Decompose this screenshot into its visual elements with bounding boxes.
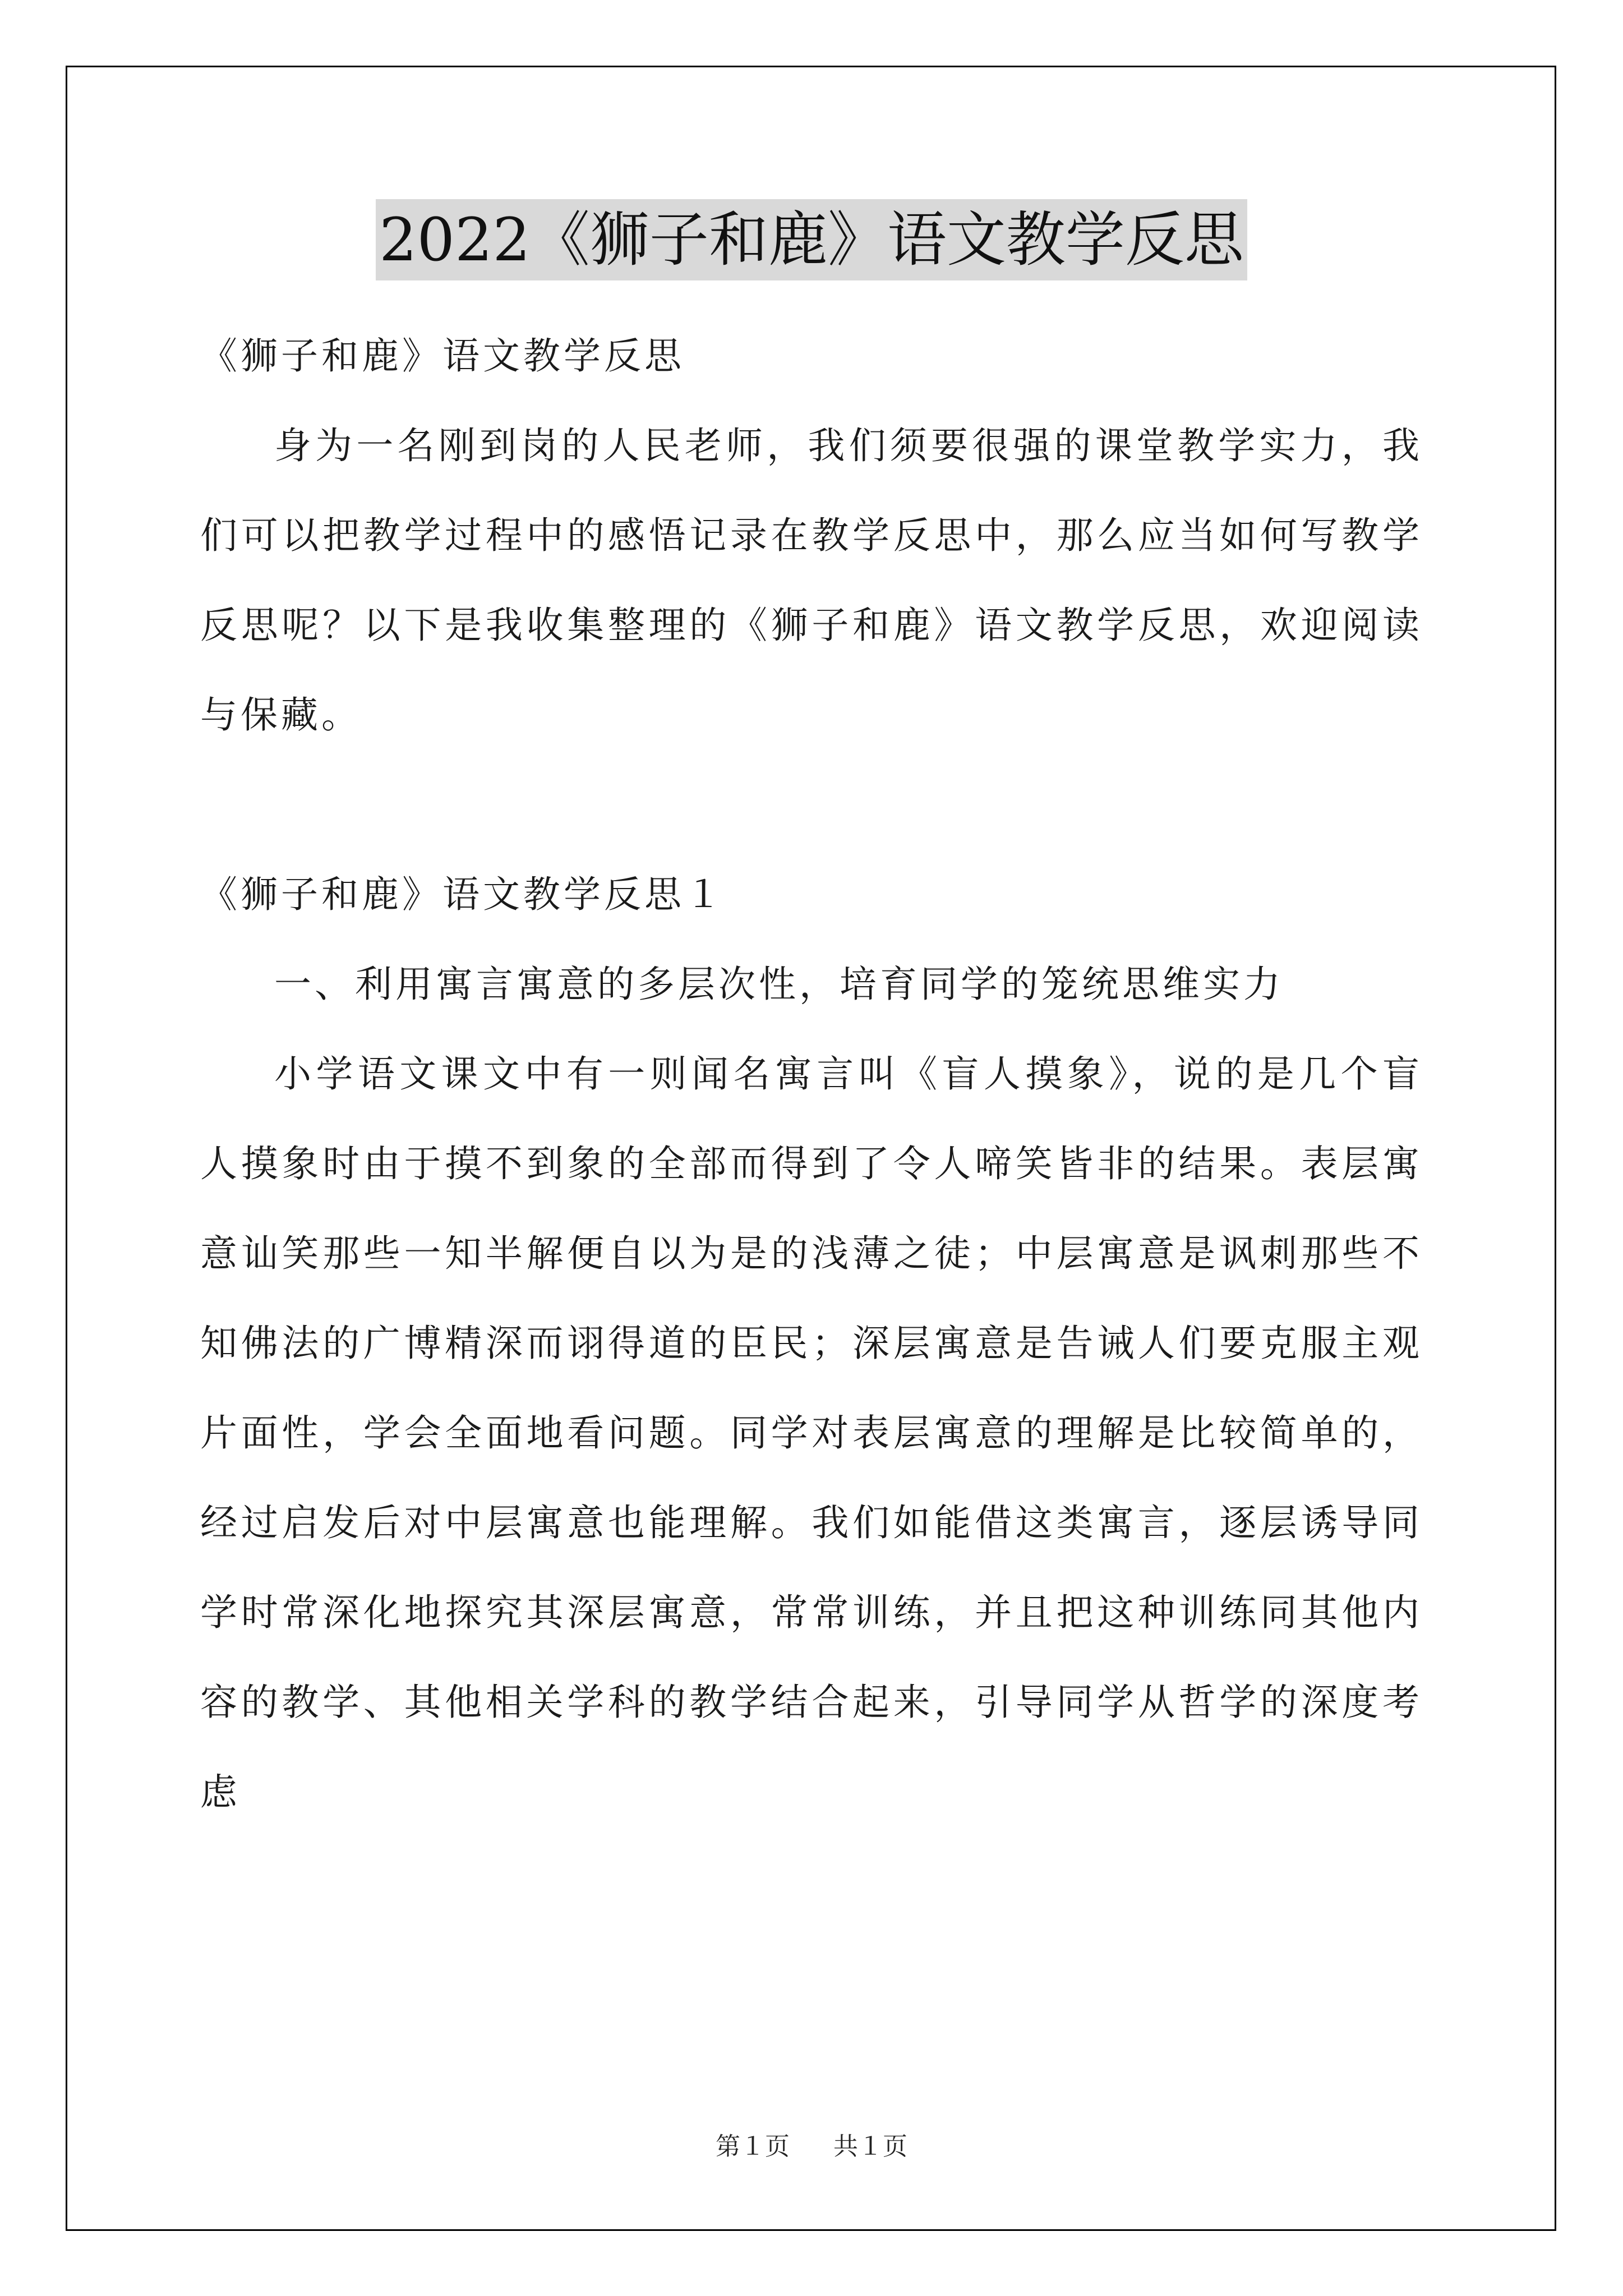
page-footer xyxy=(0,2126,1623,2162)
intro-paragraph: 身为一名刚到岗的人民老师，我们须要很强的课堂教学实力，我们可以把教学过程中的感悟记录在教学反思中，那么应当如何写教学反思呢？以下是我收集整理的《狮子和鹿》语文教学反思，欢迎阅读与保藏。 xyxy=(200,424,1423,737)
document-subtitle: 《狮子和鹿》语文教学反思 xyxy=(200,334,685,378)
page-number-total: 共１页 xyxy=(833,2132,907,2161)
page-number-current: 第１页 xyxy=(716,2132,790,2161)
section-spacer xyxy=(200,760,1423,850)
body-paragraph: 小学语文课文中有一则闻名寓言叫《盲人摸象》，说的是几个盲人摸象时由于摸不到象的全部而得到了令人啼笑皆非的结果。表层寓意讪笑那些一知半解便自以为是的浅薄之徒；中层寓意是讽刺那些不知佛法的广博精深而诩得道的臣民；深层寓意是告诫人们要克服主观片面性，学会全面地看问题。同学对表层寓意的理解是比较简单的，经过启发后对中层寓意也能理解。我们如能借这类寓言，逐层诱导同学时常深化地探究其深层寓意，常常训练，并且把这种训练同其他内容的教学、其他相关学科的教学结合起来，引导同学从哲学的深度考虑 xyxy=(200,1052,1423,1814)
document-body xyxy=(200,311,1423,1837)
document-title: 2022《狮子和鹿》语文教学反思 xyxy=(376,199,1247,280)
section-heading: 《狮子和鹿》语文教学反思１ xyxy=(200,873,725,916)
point-heading: 一、利用寓言寓意的多层次性，培育同学的笼统思维实力 xyxy=(274,963,1284,1006)
title-wrapper xyxy=(0,199,1623,280)
